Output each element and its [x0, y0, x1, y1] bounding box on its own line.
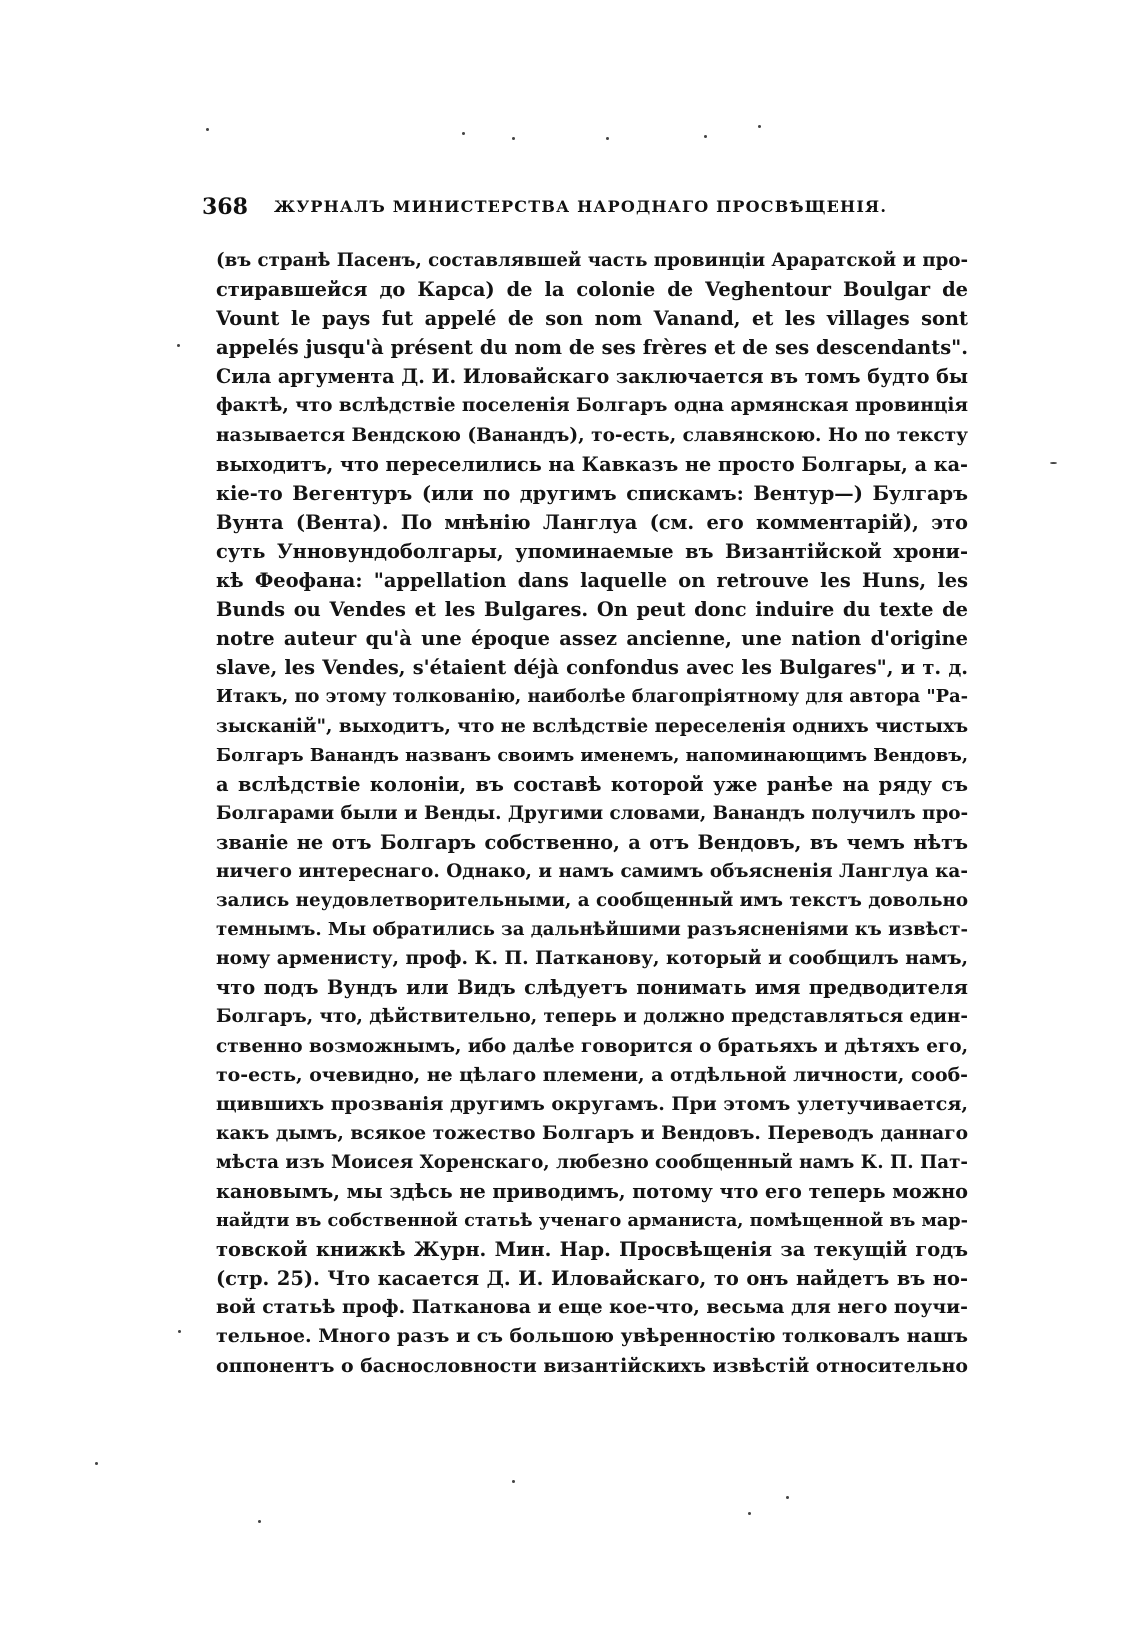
text-line: темнымъ. Мы обратились за дальнѣйшими разъясненіями къ извѣст- — [216, 919, 968, 941]
text-line: ничего интереснаго. Однако, и намъ самимъ объясненія Ланглуа ка- — [216, 860, 968, 882]
text-line: тельное. Много разъ и съ большою увѣренностію толковалъ нашъ — [216, 1325, 968, 1348]
scan-speck — [1050, 462, 1057, 464]
text-line: то-есть, очевидно, не цѣлаго племени, а отдѣльной личности, сооб- — [216, 1063, 968, 1086]
text-line: appelés jusqu'à présent du nom de ses frères et de ses descendants". — [216, 336, 968, 360]
scan-speck — [206, 128, 209, 131]
text-line: notre auteur qu'à une époque assez ancienne, une nation d'origine — [216, 627, 968, 651]
scan-speck — [512, 1480, 515, 1483]
text-line: суть Унновундоболгары, упоминаемые въ Византійской хрони- — [216, 539, 968, 563]
text-line: Болгарами были и Венды. Другими словами, Ванандъ получилъ про- — [216, 802, 968, 824]
scan-speck — [462, 132, 465, 135]
scan-speck — [258, 1520, 261, 1523]
text-line: Сила аргумента Д. И. Иловайскаго заключается въ томъ будто бы — [216, 365, 968, 389]
text-line: (въ странѣ Пасенъ, составлявшей часть провинціи Араратской и про- — [216, 250, 968, 271]
text-line: зысканій", выходитъ, что не вслѣдствіе переселенія однихъ чистыхъ — [216, 715, 968, 737]
text-line: Болгаръ, что, дѣйствительно, теперь и должно представляться един- — [216, 1006, 968, 1028]
text-line: выходитъ, что переселились на Кавказъ не просто Болгары, а ка- — [216, 452, 968, 476]
text-line: ственно возможнымъ, ибо далѣе говорится о братьяхъ и дѣтяхъ его, — [216, 1035, 968, 1057]
text-line: вой статьѣ проф. Патканова и еще кое-что, весьма для него поучи- — [216, 1296, 968, 1319]
scan-speck — [177, 344, 180, 347]
text-line: а вслѣдствіе колоніи, въ составѣ которой уже ранѣе на ряду съ — [216, 772, 968, 796]
text-line: мѣста изъ Моисея Хоренскаго, любезно сообщенный намъ К. П. Пат- — [216, 1151, 968, 1173]
scan-speck — [748, 1512, 751, 1515]
text-line: какъ дымъ, всякое тожество Болгаръ и Вендовъ. Переводъ даннаго — [216, 1121, 968, 1144]
scan-speck — [95, 1462, 98, 1465]
text-line: щившихъ прозванія другимъ округамъ. При этомъ улетучивается, — [216, 1092, 968, 1115]
text-line: Итакъ, по этому толкованію, наиболѣе благопріятному для автора "Ра- — [216, 686, 968, 708]
scan-speck — [512, 137, 515, 140]
text-line: оппонентъ о баснословности византійскихъ извѣстій относительно — [216, 1354, 968, 1377]
text-line: званіе не отъ Болгаръ собственно, а отъ Вендовъ, въ чемъ нѣтъ — [216, 830, 968, 854]
text-line: фактѣ, что вслѣдствіе поселенія Болгаръ одна армянская провинція — [216, 395, 968, 417]
text-line: ному арменисту, проф. К. П. Патканову, который и сообщилъ намъ, — [216, 947, 968, 970]
text-line: Болгаръ Ванандъ названъ своимъ именемъ, напоминающимъ Вендовъ, — [216, 744, 968, 766]
text-line: зались неудовлетворительными, а сообщенный имъ текстъ довольно — [216, 890, 968, 912]
text-line: товской книжкѣ Журн. Мин. Нар. Просвѣщенія за текущій годъ — [216, 1238, 968, 1262]
text-line: кіе-то Вегентуръ (или по другимъ спискамъ: Вентур—) Булгаръ — [216, 481, 968, 505]
scan-speck — [178, 1330, 181, 1333]
text-line: кановымъ, мы здѣсь не приводимъ, потому что его теперь можно — [216, 1180, 968, 1203]
text-line: называется Вендскою (Ванандъ), то-есть, славянскою. Но по тексту — [216, 424, 968, 446]
text-line: Vount le pays fut appelé de son nom Vanand, et les villages sont — [216, 307, 968, 331]
scan-speck — [704, 135, 707, 138]
text-line: Вунта (Вента). По мнѣнію Ланглуа (см. его комментарій), это — [216, 510, 968, 534]
body-text — [216, 246, 968, 1381]
page-number: 368 — [202, 194, 248, 220]
page-header — [202, 194, 972, 228]
text-line: (стр. 25). Что касается Д. И. Иловайскаго, то онъ найдетъ въ но- — [216, 1267, 968, 1291]
text-line: что подъ Вундъ или Видъ слѣдуетъ понимать имя предводителя — [216, 976, 968, 1000]
scan-speck — [606, 137, 609, 140]
scan-speck — [786, 1496, 789, 1499]
text-line: slave, les Vendes, s'étaient déjà confondus avec les Bulgares", и т. д. — [216, 656, 968, 680]
running-head: ЖУРНАЛЪ МИНИСТЕРСТВА НАРОДНАГО ПРОСВѢЩЕНІЯ. — [274, 197, 888, 216]
text-line: найдти въ собственной статьѣ ученаго арманиста, помѣщенной въ мар- — [216, 1210, 968, 1232]
text-line: Bunds ou Vendes et les Bulgares. On peut donc induire du texte de — [216, 598, 968, 622]
text-line: стиравшейся до Карса) de la colonie de Veghentour Boulgar de — [216, 278, 968, 302]
text-line: кѣ Феофана: "appellation dans laquelle on retrouve les Huns, les — [216, 569, 968, 593]
scan-speck — [758, 125, 761, 128]
